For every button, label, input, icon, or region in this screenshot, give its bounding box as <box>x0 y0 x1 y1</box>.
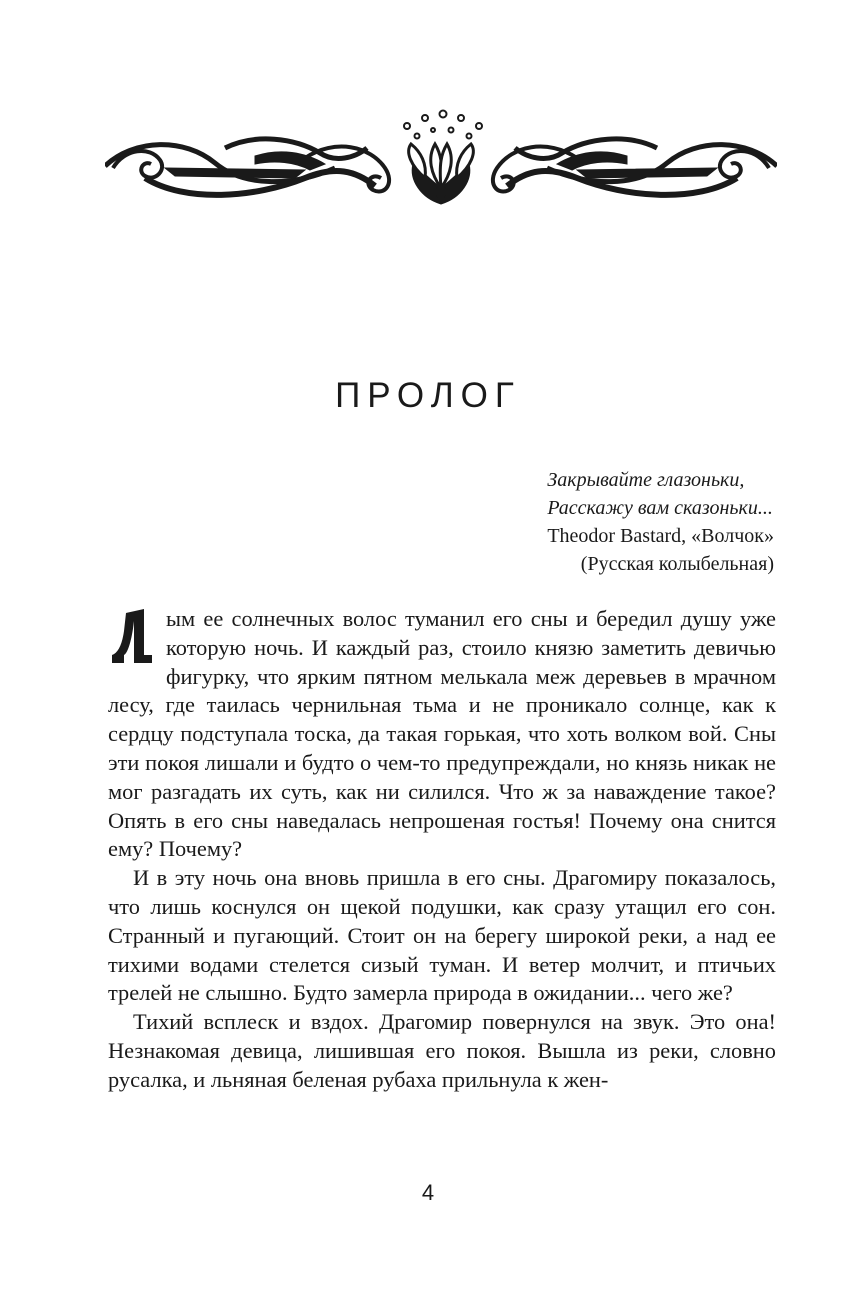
page-number: 4 <box>421 1180 435 1205</box>
paragraph: И в эту ночь она вновь пришла в его сны. Драгомиру показалось, что лишь коснулся он щекой подушки, как сразу утащил его сон. Странный и пугающий. Стоит он на берегу широкой реки, а над ее тихими водами стелется сизый туман. И ветер молчит, и птичьих трелей не слышно. Будто замерла природа в ожидании... чего же? <box>108 865 776 1006</box>
epigraph-attribution: Theodor Bastard, «Волчок» <box>547 525 774 547</box>
floral-flourish-icon <box>105 108 777 212</box>
paragraph: ым ее солнечных волос туманил его сны и бередил душу уже которую ночь. И каждый раз, стоило князю заметить девичью фигурку, что ярким пятном мелькала меж деревьев в мрачном лесу, где таилась чернильная тьма и не проникало солнце, как к сердцу подступала тоска, да такая горькая, что хоть волком вой. Сны эти покоя лишали и будто о чем-то предупреждали, но князь никак не мог разгадать их суть, как ни силился. Что ж за наваждение такое? Опять в его сны наведалась непрошеная гостья! Почему она снится ему? Почему? <box>108 606 776 862</box>
epigraph <box>547 466 774 578</box>
paragraph: Тихий всплеск и вздох. Драгомир повернулся на звук. Это она! Незнакомая девица, лишившая его покоя. Вышла из реки, словно русалка, и льняная беленая рубаха прильнула к жен- <box>108 1009 776 1092</box>
epigraph-note: (Русская колыбельная) <box>580 553 774 575</box>
epigraph-line: Расскажу вам сказоньки... <box>547 497 773 519</box>
chapter-title: ПРОЛОГ <box>335 376 521 415</box>
epigraph-line: Закрывайте глазоньки, <box>547 469 745 491</box>
drop-cap <box>108 609 156 663</box>
body-text <box>108 605 776 1095</box>
